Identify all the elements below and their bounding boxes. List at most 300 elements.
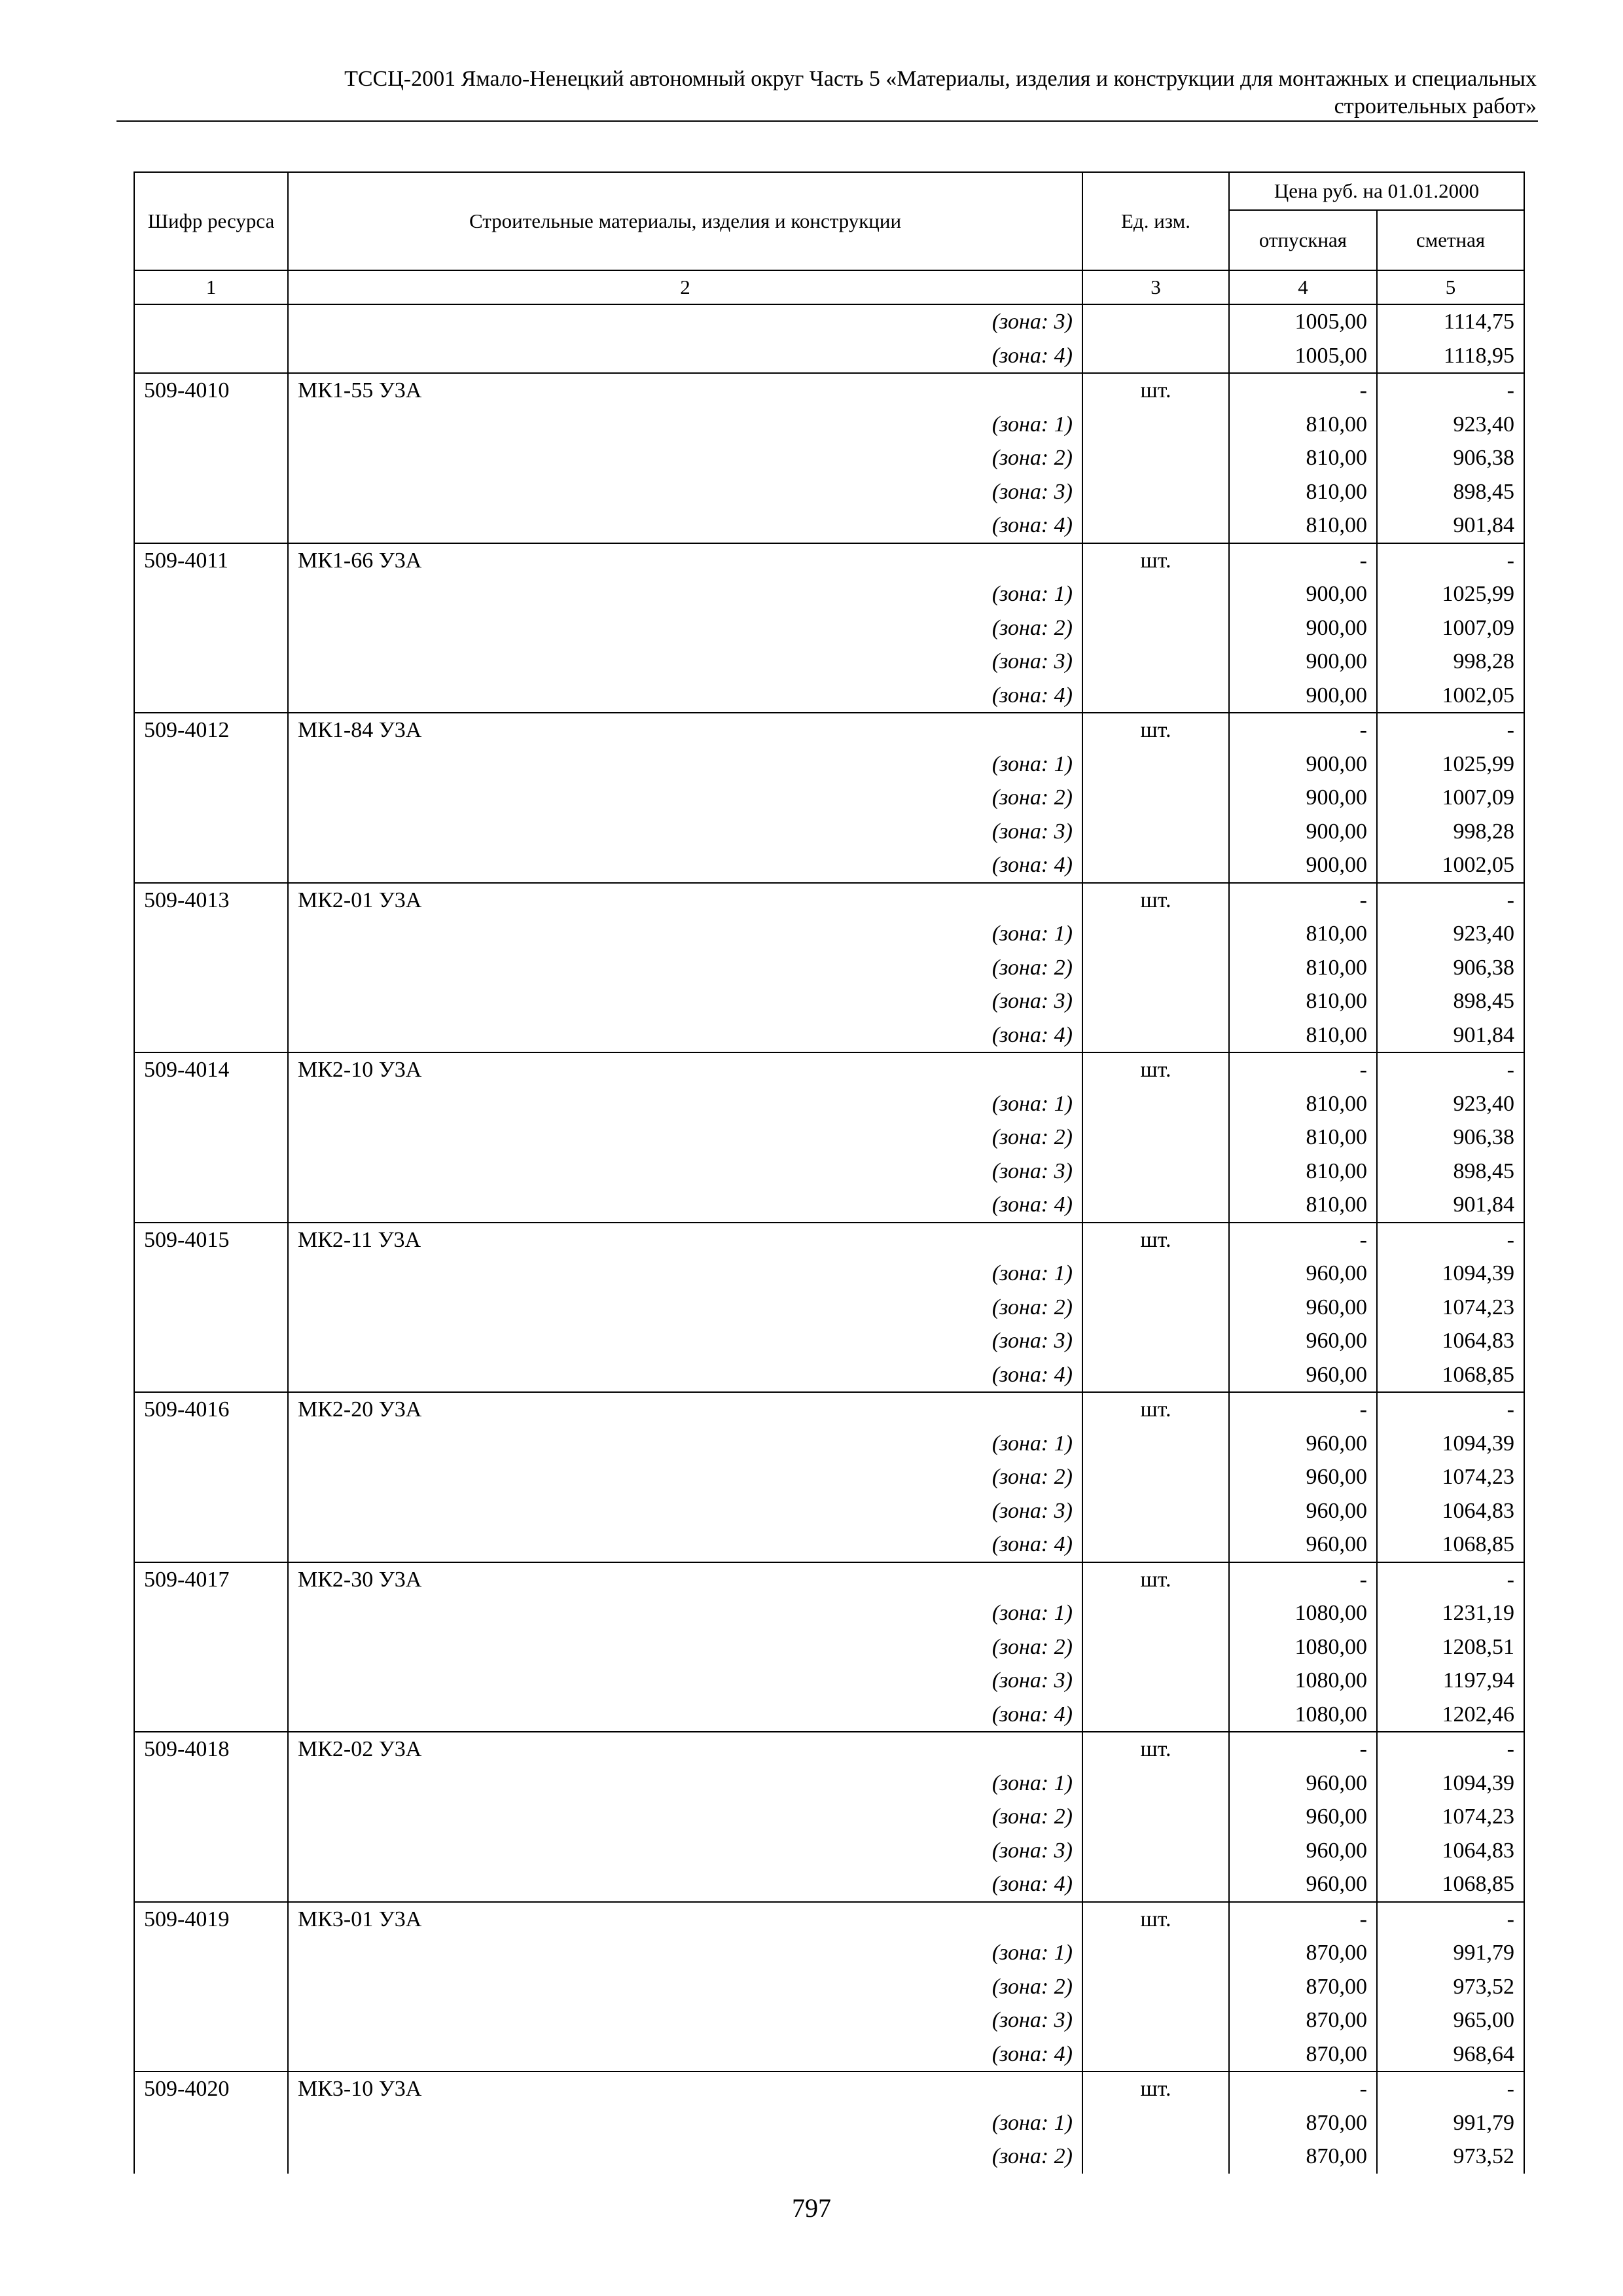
estimate-price: 1064,83	[1377, 1324, 1524, 1358]
estimate-price: 901,84	[1377, 509, 1524, 543]
estimate-price: 998,28	[1377, 645, 1524, 679]
zone-label: (зона: 2)	[288, 1121, 1082, 1155]
zone-row	[134, 2106, 1524, 2140]
release-price: 810,00	[1229, 1121, 1377, 1155]
unit	[1082, 1427, 1229, 1461]
resource-code	[134, 1018, 288, 1053]
zone-row	[134, 781, 1524, 815]
estimate-price: 923,40	[1377, 917, 1524, 951]
unit	[1082, 2037, 1229, 2072]
resource-code	[134, 2140, 288, 2174]
zone-label: (зона: 3)	[288, 645, 1082, 679]
estimate-price: -	[1377, 2072, 1524, 2106]
zone-label: (зона: 3)	[288, 1155, 1082, 1189]
resource-code	[134, 848, 288, 883]
unit	[1082, 475, 1229, 509]
estimate-price: 1074,23	[1377, 1460, 1524, 1494]
release-price: 810,00	[1229, 1018, 1377, 1053]
zone-label: (зона: 3)	[288, 2003, 1082, 2037]
material-name: МК2-30 У3А	[288, 1562, 1082, 1597]
unit	[1082, 441, 1229, 475]
resource-code	[134, 1291, 288, 1325]
zone-label: (зона: 2)	[288, 1460, 1082, 1494]
unit	[1082, 1528, 1229, 1562]
release-price: 900,00	[1229, 645, 1377, 679]
material-name: МК3-01 У3А	[288, 1902, 1082, 1937]
estimate-price: 1007,09	[1377, 611, 1524, 645]
resource-code	[134, 1867, 288, 1902]
estimate-price: 1094,39	[1377, 1257, 1524, 1291]
resource-code	[134, 679, 288, 713]
release-price: 810,00	[1229, 408, 1377, 442]
header-rule	[116, 120, 1538, 122]
resource-code	[134, 611, 288, 645]
estimate-price: -	[1377, 1902, 1524, 1937]
resource-code	[134, 1121, 288, 1155]
zone-row	[134, 441, 1524, 475]
estimate-price: 898,45	[1377, 1155, 1524, 1189]
zone-label: (зона: 2)	[288, 1970, 1082, 2004]
estimate-price: 1114,75	[1377, 304, 1524, 339]
release-price: 870,00	[1229, 2003, 1377, 2037]
resource-code	[134, 1528, 288, 1562]
resource-code	[134, 1936, 288, 1970]
zone-row	[134, 304, 1524, 339]
estimate-price: -	[1377, 543, 1524, 578]
zone-row	[134, 1698, 1524, 1732]
release-price: 960,00	[1229, 1291, 1377, 1325]
unit: шт.	[1082, 1392, 1229, 1427]
estimate-price: 1197,94	[1377, 1664, 1524, 1698]
unit: шт.	[1082, 713, 1229, 747]
release-price: 1005,00	[1229, 339, 1377, 374]
release-price: -	[1229, 373, 1377, 408]
item-row	[134, 1052, 1524, 1087]
zone-row	[134, 1358, 1524, 1393]
release-price: 900,00	[1229, 611, 1377, 645]
unit	[1082, 747, 1229, 781]
resource-code: 509-4011	[134, 543, 288, 578]
zone-row	[134, 1767, 1524, 1801]
estimate-price: 1118,95	[1377, 339, 1524, 374]
zone-row	[134, 1018, 1524, 1053]
resource-code: 509-4014	[134, 1052, 288, 1087]
release-price: -	[1229, 2072, 1377, 2106]
release-price: 810,00	[1229, 951, 1377, 985]
unit	[1082, 509, 1229, 543]
column-header-price-group: Цена руб. на 01.01.2000	[1229, 172, 1524, 210]
resource-code	[134, 1358, 288, 1393]
zone-label: (зона: 3)	[288, 984, 1082, 1018]
zone-label: (зона: 4)	[288, 1867, 1082, 1902]
unit	[1082, 1970, 1229, 2004]
estimate-price: 1064,83	[1377, 1494, 1524, 1528]
estimate-price: 1074,23	[1377, 1800, 1524, 1834]
material-name: МК2-20 У3А	[288, 1392, 1082, 1427]
material-name: МК2-11 У3А	[288, 1223, 1082, 1257]
resource-code	[134, 1188, 288, 1223]
zone-row	[134, 815, 1524, 849]
unit	[1082, 1936, 1229, 1970]
zone-row	[134, 1664, 1524, 1698]
price-table	[134, 171, 1525, 2174]
unit	[1082, 917, 1229, 951]
release-price: 870,00	[1229, 1936, 1377, 1970]
estimate-price: 1007,09	[1377, 781, 1524, 815]
zone-row	[134, 1596, 1524, 1630]
resource-code: 509-4015	[134, 1223, 288, 1257]
unit: шт.	[1082, 373, 1229, 408]
zone-row	[134, 2140, 1524, 2174]
release-price: 960,00	[1229, 1834, 1377, 1868]
unit	[1082, 815, 1229, 849]
zone-row	[134, 577, 1524, 611]
unit	[1082, 645, 1229, 679]
column-number: 2	[288, 270, 1082, 304]
zone-label: (зона: 4)	[288, 1188, 1082, 1223]
release-price: -	[1229, 1902, 1377, 1937]
release-price: 1080,00	[1229, 1664, 1377, 1698]
column-header-price-release: отпускная	[1229, 210, 1377, 270]
release-price: 960,00	[1229, 1427, 1377, 1461]
unit	[1082, 1257, 1229, 1291]
estimate-price: 898,45	[1377, 475, 1524, 509]
unit	[1082, 1460, 1229, 1494]
release-price: -	[1229, 1392, 1377, 1427]
zone-label: (зона: 1)	[288, 2106, 1082, 2140]
zone-label: (зона: 3)	[288, 1324, 1082, 1358]
release-price: -	[1229, 713, 1377, 747]
estimate-price: 1064,83	[1377, 1834, 1524, 1868]
column-header-price-estimate: сметная	[1377, 210, 1524, 270]
resource-code	[134, 1155, 288, 1189]
unit	[1082, 1698, 1229, 1732]
item-row	[134, 883, 1524, 918]
resource-code: 509-4019	[134, 1902, 288, 1937]
resource-code	[134, 1324, 288, 1358]
zone-label: (зона: 3)	[288, 1494, 1082, 1528]
estimate-price: 901,84	[1377, 1188, 1524, 1223]
release-price: 810,00	[1229, 1087, 1377, 1121]
zone-label: (зона: 4)	[288, 509, 1082, 543]
unit	[1082, 1596, 1229, 1630]
zone-label: (зона: 4)	[288, 1698, 1082, 1732]
unit	[1082, 2003, 1229, 2037]
column-header-unit: Ед. изм.	[1082, 172, 1229, 270]
resource-code	[134, 1664, 288, 1698]
unit	[1082, 1664, 1229, 1698]
zone-row	[134, 747, 1524, 781]
item-row	[134, 2072, 1524, 2106]
zone-label: (зона: 1)	[288, 577, 1082, 611]
unit	[1082, 2106, 1229, 2140]
resource-code	[134, 1494, 288, 1528]
estimate-price: 968,64	[1377, 2037, 1524, 2072]
zone-row	[134, 1324, 1524, 1358]
release-price: 960,00	[1229, 1867, 1377, 1902]
unit	[1082, 951, 1229, 985]
estimate-price: 1202,46	[1377, 1698, 1524, 1732]
zone-label: (зона: 4)	[288, 848, 1082, 883]
zone-row	[134, 917, 1524, 951]
release-price: 960,00	[1229, 1767, 1377, 1801]
unit	[1082, 1630, 1229, 1664]
resource-code: 509-4016	[134, 1392, 288, 1427]
release-price: 900,00	[1229, 679, 1377, 713]
item-row	[134, 1223, 1524, 1257]
zone-row	[134, 1800, 1524, 1834]
unit	[1082, 1291, 1229, 1325]
release-price: 960,00	[1229, 1324, 1377, 1358]
unit	[1082, 984, 1229, 1018]
estimate-price: 991,79	[1377, 1936, 1524, 1970]
unit	[1082, 611, 1229, 645]
zone-row	[134, 1291, 1524, 1325]
unit	[1082, 339, 1229, 374]
table-body	[134, 304, 1524, 2174]
resource-code	[134, 815, 288, 849]
release-price: 810,00	[1229, 509, 1377, 543]
release-price: -	[1229, 883, 1377, 918]
zone-label: (зона: 1)	[288, 408, 1082, 442]
zone-label: (зона: 2)	[288, 611, 1082, 645]
material-name: МК2-01 У3А	[288, 883, 1082, 918]
release-price: -	[1229, 1052, 1377, 1087]
release-price: 900,00	[1229, 815, 1377, 849]
column-header-code: Шифр ресурса	[134, 172, 288, 270]
resource-code	[134, 577, 288, 611]
resource-code	[134, 1257, 288, 1291]
resource-code: 509-4017	[134, 1562, 288, 1597]
zone-row	[134, 1155, 1524, 1189]
release-price: 1005,00	[1229, 304, 1377, 339]
column-number-row	[134, 270, 1524, 304]
zone-row	[134, 475, 1524, 509]
unit	[1082, 1087, 1229, 1121]
zone-label: (зона: 4)	[288, 679, 1082, 713]
unit	[1082, 1155, 1229, 1189]
zone-row	[134, 1257, 1524, 1291]
material-name: МК2-10 У3А	[288, 1052, 1082, 1087]
release-price: 960,00	[1229, 1257, 1377, 1291]
column-header-name: Строительные материалы, изделия и конструкции	[288, 172, 1082, 270]
zone-label: (зона: 2)	[288, 1291, 1082, 1325]
resource-code	[134, 1767, 288, 1801]
estimate-price: 1068,85	[1377, 1358, 1524, 1393]
unit	[1082, 408, 1229, 442]
resource-code	[134, 1834, 288, 1868]
zone-row	[134, 1528, 1524, 1562]
unit	[1082, 848, 1229, 883]
zone-row	[134, 1427, 1524, 1461]
zone-label: (зона: 4)	[288, 1528, 1082, 1562]
unit: шт.	[1082, 2072, 1229, 2106]
estimate-price: 923,40	[1377, 408, 1524, 442]
zone-label: (зона: 1)	[288, 1936, 1082, 1970]
release-price: 810,00	[1229, 441, 1377, 475]
unit	[1082, 1867, 1229, 1902]
estimate-price: 901,84	[1377, 1018, 1524, 1053]
release-price: 960,00	[1229, 1460, 1377, 1494]
estimate-price: 923,40	[1377, 1087, 1524, 1121]
item-row	[134, 1562, 1524, 1597]
column-number: 3	[1082, 270, 1229, 304]
estimate-price: 1002,05	[1377, 679, 1524, 713]
estimate-price: 1025,99	[1377, 577, 1524, 611]
zone-label: (зона: 1)	[288, 1427, 1082, 1461]
resource-code	[134, 1427, 288, 1461]
release-price: 810,00	[1229, 1188, 1377, 1223]
zone-label: (зона: 3)	[288, 1834, 1082, 1868]
zone-row	[134, 1494, 1524, 1528]
unit	[1082, 781, 1229, 815]
unit	[1082, 1767, 1229, 1801]
resource-code: 509-4013	[134, 883, 288, 918]
zone-row	[134, 339, 1524, 374]
release-price: 1080,00	[1229, 1630, 1377, 1664]
release-price: 810,00	[1229, 1155, 1377, 1189]
unit	[1082, 577, 1229, 611]
page-number: 797	[792, 2193, 831, 2223]
estimate-price: 1074,23	[1377, 1291, 1524, 1325]
estimate-price: -	[1377, 713, 1524, 747]
resource-code	[134, 339, 288, 374]
material-name: МК2-02 У3А	[288, 1732, 1082, 1767]
zone-label: (зона: 2)	[288, 951, 1082, 985]
release-price: 900,00	[1229, 577, 1377, 611]
resource-code	[134, 2037, 288, 2072]
estimate-price: -	[1377, 1732, 1524, 1767]
release-price: 960,00	[1229, 1800, 1377, 1834]
zone-label: (зона: 3)	[288, 1664, 1082, 1698]
unit	[1082, 1324, 1229, 1358]
zone-row	[134, 509, 1524, 543]
zone-label: (зона: 2)	[288, 441, 1082, 475]
header-line-2: строительных работ»	[1334, 94, 1537, 118]
estimate-price: -	[1377, 1052, 1524, 1087]
zone-row	[134, 1121, 1524, 1155]
zone-label: (зона: 2)	[288, 1630, 1082, 1664]
zone-row	[134, 611, 1524, 645]
unit: шт.	[1082, 543, 1229, 578]
zone-label: (зона: 4)	[288, 1018, 1082, 1053]
zone-row	[134, 1970, 1524, 2004]
material-name: МК1-66 У3А	[288, 543, 1082, 578]
release-price: 870,00	[1229, 2140, 1377, 2174]
release-price: 810,00	[1229, 917, 1377, 951]
resource-code	[134, 747, 288, 781]
resource-code	[134, 2106, 288, 2140]
release-price: -	[1229, 1562, 1377, 1597]
release-price: 870,00	[1229, 1970, 1377, 2004]
release-price: 870,00	[1229, 2106, 1377, 2140]
resource-code	[134, 1698, 288, 1732]
zone-row	[134, 679, 1524, 713]
zone-row	[134, 645, 1524, 679]
estimate-price: 1094,39	[1377, 1767, 1524, 1801]
zone-row	[134, 1867, 1524, 1902]
resource-code	[134, 441, 288, 475]
material-name: МК3-10 У3А	[288, 2072, 1082, 2106]
column-number: 1	[134, 270, 288, 304]
unit: шт.	[1082, 1732, 1229, 1767]
zone-label: (зона: 4)	[288, 339, 1082, 374]
unit	[1082, 304, 1229, 339]
estimate-price: -	[1377, 1562, 1524, 1597]
estimate-price: 906,38	[1377, 1121, 1524, 1155]
zone-row	[134, 984, 1524, 1018]
resource-code: 509-4010	[134, 373, 288, 408]
estimate-price: 906,38	[1377, 441, 1524, 475]
zone-label: (зона: 3)	[288, 304, 1082, 339]
zone-label: (зона: 2)	[288, 1800, 1082, 1834]
item-row	[134, 713, 1524, 747]
release-price: 900,00	[1229, 781, 1377, 815]
estimate-price: 1208,51	[1377, 1630, 1524, 1664]
zone-label: (зона: 1)	[288, 747, 1082, 781]
estimate-price: -	[1377, 373, 1524, 408]
page-header	[118, 65, 1537, 120]
unit: шт.	[1082, 1052, 1229, 1087]
estimate-price: 973,52	[1377, 1970, 1524, 2004]
estimate-price: 906,38	[1377, 951, 1524, 985]
release-price: -	[1229, 1732, 1377, 1767]
estimate-price: 1068,85	[1377, 1867, 1524, 1902]
resource-code	[134, 1630, 288, 1664]
resource-code	[134, 1596, 288, 1630]
resource-code	[134, 1970, 288, 2004]
release-price: 810,00	[1229, 475, 1377, 509]
unit: шт.	[1082, 1562, 1229, 1597]
resource-code	[134, 1087, 288, 1121]
resource-code	[134, 984, 288, 1018]
item-row	[134, 1392, 1524, 1427]
item-row	[134, 543, 1524, 578]
zone-row	[134, 951, 1524, 985]
estimate-price: -	[1377, 883, 1524, 918]
resource-code	[134, 475, 288, 509]
zone-label: (зона: 1)	[288, 1087, 1082, 1121]
estimate-price: 1094,39	[1377, 1427, 1524, 1461]
resource-code	[134, 951, 288, 985]
resource-code	[134, 917, 288, 951]
zone-label: (зона: 4)	[288, 2037, 1082, 2072]
item-row	[134, 373, 1524, 408]
zone-label: (зона: 3)	[288, 475, 1082, 509]
zone-label: (зона: 1)	[288, 1257, 1082, 1291]
zone-row	[134, 408, 1524, 442]
resource-code	[134, 304, 288, 339]
zone-row	[134, 1936, 1524, 1970]
release-price: 960,00	[1229, 1358, 1377, 1393]
estimate-price: 1002,05	[1377, 848, 1524, 883]
zone-label: (зона: 2)	[288, 781, 1082, 815]
unit	[1082, 1800, 1229, 1834]
resource-code	[134, 1800, 288, 1834]
unit	[1082, 1018, 1229, 1053]
unit: шт.	[1082, 1223, 1229, 1257]
zone-row	[134, 2037, 1524, 2072]
release-price: 810,00	[1229, 984, 1377, 1018]
release-price: 1080,00	[1229, 1698, 1377, 1732]
unit	[1082, 1358, 1229, 1393]
zone-label: (зона: 1)	[288, 1767, 1082, 1801]
estimate-price: 1025,99	[1377, 747, 1524, 781]
zone-label: (зона: 4)	[288, 1358, 1082, 1393]
header-line-1: ТССЦ-2001 Ямало-Ненецкий автономный округ Часть 5 «Материалы, изделия и конструкции для монтажных и специальных	[344, 67, 1537, 91]
resource-code	[134, 645, 288, 679]
column-number: 5	[1377, 270, 1524, 304]
